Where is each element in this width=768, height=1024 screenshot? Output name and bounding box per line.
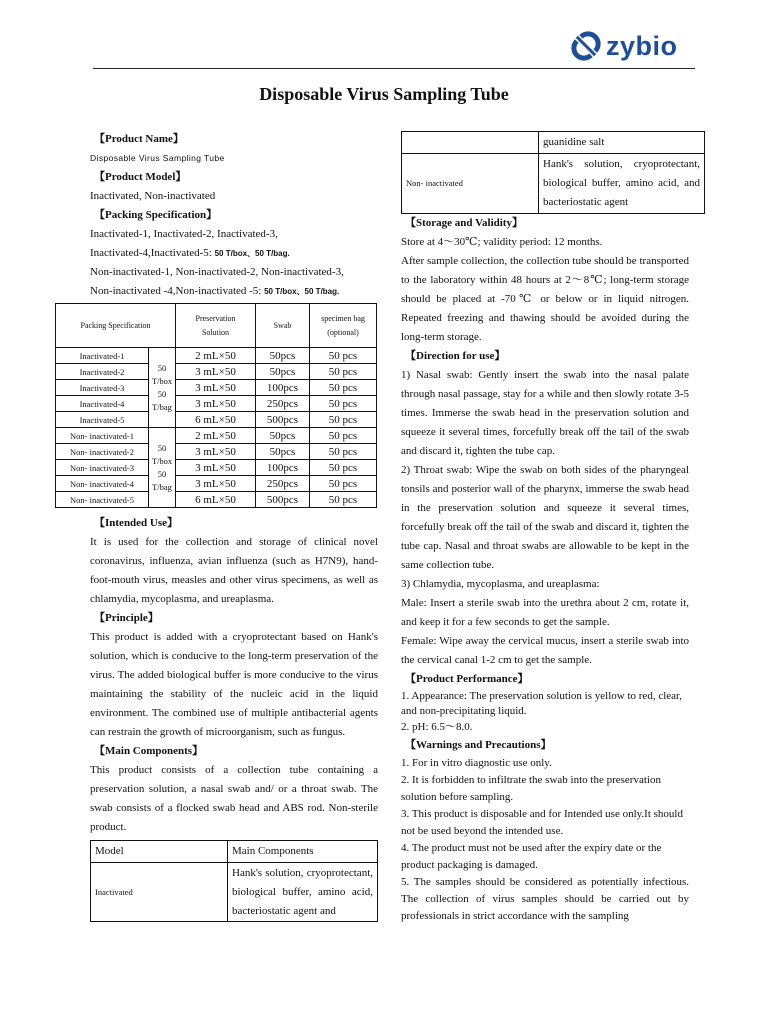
- product-name-heading: 【Product Name】: [94, 133, 184, 145]
- bag-count: 50 pcs: [310, 412, 377, 428]
- left-column-lower: [90, 514, 378, 922]
- product-name: Disposable Virus Sampling Tube: [90, 153, 225, 163]
- direction-heading: 【Direction for use】: [405, 350, 506, 362]
- components-header-row: [91, 841, 378, 863]
- header-rule: [93, 68, 695, 69]
- packing-table: [55, 303, 377, 508]
- packing-model: Non- inactivated-1: [56, 428, 149, 444]
- storage-heading: 【Storage and Validity】: [405, 217, 523, 229]
- packing-line-4: [90, 282, 378, 301]
- left-column: [90, 130, 378, 301]
- swab-count: 100pcs: [256, 460, 310, 476]
- performance-heading: 【Product Performance】: [405, 673, 529, 685]
- packing-row: [56, 364, 377, 380]
- right-column: [401, 131, 700, 925]
- components-table-1: [90, 840, 378, 922]
- packing-heading: 【Packing Specification】: [94, 209, 218, 221]
- performance-appearance: 1. Appearance: The preservation solution is yellow to red, clear, and non-precipitating liquid.: [401, 690, 682, 717]
- col-model: Model: [91, 841, 228, 863]
- packing-row: [56, 460, 377, 476]
- preservation-volume: 3 mL×50: [176, 460, 256, 476]
- direction-nasal: 1) Nasal swab: Gently insert the swab into the nasal palate through nasal passage, stay for a while and then slowly rotate 3-5 times. Immerse the swab head in the preservation solution and squeeze it several times, forcefully break off the tail of the swab and discard it, tighten the tube cap.: [401, 369, 689, 457]
- swab-count: 50pcs: [256, 348, 310, 364]
- model-non-inactivated: Non- inactivated: [402, 154, 539, 214]
- packing-model: Inactivated-4: [56, 396, 149, 412]
- packing-model: Non- inactivated-3: [56, 460, 149, 476]
- bag-count: 50 pcs: [310, 460, 377, 476]
- main-components-heading: 【Main Components】: [94, 745, 204, 757]
- model-cell-empty: [402, 132, 539, 154]
- warning-5: 5. The samples should be considered as potentially infectious. The collection of virus samples should be carried out by professionals in strict accordance with the sampling: [401, 876, 689, 922]
- packing-line-4-models: Non-inactivated -4,Non-inactivated -5:: [90, 285, 265, 297]
- bag-count: 50 pcs: [310, 428, 377, 444]
- preservation-volume: 3 mL×50: [176, 476, 256, 492]
- bag-count: 50 pcs: [310, 364, 377, 380]
- packing-model: Inactivated-5: [56, 412, 149, 428]
- packing-model: Non- inactivated-2: [56, 444, 149, 460]
- components-table-2: [401, 131, 705, 214]
- brand-logo: [570, 30, 678, 62]
- preservation-volume: 2 mL×50: [176, 348, 256, 364]
- warning-1: 1. For in vitro diagnostic use only.: [401, 757, 552, 769]
- packing-model: Inactivated-1: [56, 348, 149, 364]
- direction-throat: 2) Throat swab: Wipe the swab on both sides of the pharyngeal tonsils and posterior wall of the pharynx, immerse the swab head in the preservation solution and squeeze it several times, forcefully break off the tail of the swab and discard it, tighten the tube cap. Nasal and throat swabs are allowable to be kept in the same collection tube.: [401, 464, 689, 571]
- product-model-heading: 【Product Model】: [94, 171, 187, 183]
- intended-use-heading: 【Intended Use】: [94, 517, 179, 529]
- col-specimen-bag: specimen bag (optional): [310, 304, 377, 348]
- preservation-volume: 3 mL×50: [176, 380, 256, 396]
- preservation-volume: 3 mL×50: [176, 444, 256, 460]
- packing-line-2-spec: 50 T/box、50 T/bag.: [214, 249, 290, 258]
- swab-count: 50pcs: [256, 364, 310, 380]
- packing-model: Inactivated-2: [56, 364, 149, 380]
- warning-2: 2. It is forbidden to infiltrate the swab into the preservation solution before sampling.: [401, 774, 661, 803]
- col-main-components: Main Components: [228, 841, 378, 863]
- packing-line-2: [90, 244, 378, 263]
- packing-table-header: [56, 304, 377, 348]
- direction-chlamydia: 3) Chlamydia, mycoplasma, and ureaplasma:: [401, 578, 600, 590]
- components-row-non-inactivated: [402, 154, 705, 214]
- inactivated-components-continued: guanidine salt: [539, 132, 705, 154]
- preservation-volume: 3 mL×50: [176, 396, 256, 412]
- bag-count: 50 pcs: [310, 380, 377, 396]
- inactivated-components: Hank's solution, cryoprotectant, biological buffer, amino acid, bacteriostatic agent and: [228, 863, 378, 922]
- main-components-text: This product consists of a collection tube containing a preservation solution, a nasal swab and/ or a throat swab. The swab consists of a flocked swab head and ABS rod. Non-sterile product.: [90, 764, 378, 833]
- packing-group-spec: 50 T/box 50 T/bag: [149, 428, 176, 508]
- preservation-volume: 2 mL×50: [176, 428, 256, 444]
- packing-model: Non- inactivated-5: [56, 492, 149, 508]
- intended-use-text: It is used for the collection and storage of clinical novel coronavirus, influenza, avian influenza (such as H7N9), hand-foot-mouth virus, measles and other virus specimens, as well as chlamydia, mycoplasma, and ureaplasma.: [90, 536, 378, 605]
- packing-row: [56, 380, 377, 396]
- principle-heading: 【Principle】: [94, 612, 159, 624]
- brand-name: zybio: [606, 30, 678, 61]
- preservation-volume: 6 mL×50: [176, 492, 256, 508]
- col-swab: Swab: [256, 304, 310, 348]
- zybio-logo-icon: [570, 30, 602, 62]
- packing-line-2-models: Inactivated-4,Inactivated-5:: [90, 247, 215, 259]
- packing-row: [56, 412, 377, 428]
- direction-male: Male: Insert a sterile swab into the urethra about 2 cm, rotate it, and keep it for a few seconds to get the sample.: [401, 597, 689, 628]
- storage-text-1: Store at 4～30℃; validity period: 12 months.: [401, 236, 603, 248]
- packing-line-1: Inactivated-1, Inactivated-2, Inactivated-3,: [90, 228, 278, 240]
- swab-count: 500pcs: [256, 412, 310, 428]
- non-inactivated-components: Hank's solution, cryoprotectant, biological buffer, amino acid, and bacteriostatic agent: [539, 154, 705, 214]
- direction-female: Female: Wipe away the cervical mucus, insert a sterile swab into the cervical canal 1-2 cm to get the sample.: [401, 635, 689, 666]
- col-preservation-solution: Preservation Solution: [176, 304, 256, 348]
- model-inactivated: Inactivated: [91, 863, 228, 922]
- swab-count: 50pcs: [256, 428, 310, 444]
- packing-row: [56, 428, 377, 444]
- packing-table-body: [56, 348, 377, 508]
- swab-count: 100pcs: [256, 380, 310, 396]
- bag-count: 50 pcs: [310, 348, 377, 364]
- performance-ph: 2. pH: 6.5～8.0.: [401, 721, 473, 733]
- packing-model: Inactivated-3: [56, 380, 149, 396]
- warnings-heading: 【Warnings and Precautions】: [405, 739, 552, 751]
- packing-row: [56, 492, 377, 508]
- packing-line-3: Non-inactivated-1, Non-inactivated-2, Non-inactivated-3,: [90, 266, 344, 278]
- components-row-inactivated: [91, 863, 378, 922]
- document-title: Disposable Virus Sampling Tube: [259, 84, 509, 104]
- swab-count: 50pcs: [256, 444, 310, 460]
- bag-count: 50 pcs: [310, 396, 377, 412]
- packing-row: [56, 348, 377, 364]
- bag-count: 50 pcs: [310, 476, 377, 492]
- packing-row: [56, 396, 377, 412]
- bag-count: 50 pcs: [310, 444, 377, 460]
- packing-model: Non- inactivated-4: [56, 476, 149, 492]
- warning-3: 3. This product is disposable and for Intended use only.It should not be used beyond the intended use.: [401, 808, 683, 837]
- components-row-continued: [402, 132, 705, 154]
- col-packing-spec: Packing Specification: [56, 304, 176, 348]
- bag-count: 50 pcs: [310, 492, 377, 508]
- swab-count: 250pcs: [256, 396, 310, 412]
- right-text: [401, 214, 689, 925]
- packing-row: [56, 444, 377, 460]
- preservation-volume: 6 mL×50: [176, 412, 256, 428]
- packing-row: [56, 476, 377, 492]
- product-model: Inactivated, Non-inactivated: [90, 190, 216, 202]
- packing-group-spec: 50 T/box 50 T/bag: [149, 348, 176, 428]
- preservation-volume: 3 mL×50: [176, 364, 256, 380]
- storage-text-2: After sample collection, the collection tube should be transported to the laboratory within 48 hours at 2～8℃; long-term storage should be placed at -70℃ or below or in liquid nitrogen. Repeated freezing and thawing should be avoided during the long-term storage.: [401, 255, 689, 343]
- swab-count: 250pcs: [256, 476, 310, 492]
- packing-line-4-spec: 50 T/box、50 T/bag.: [264, 287, 340, 296]
- principle-text: This product is added with a cryoprotectant based on Hank's solution, which is conducive to the long-term preservation of the virus. The added biological buffer is more conducive to the virus maintaining the stability of the nucleic acid in the liquid environment. The combined use of multiple antibacterial agents can restrain the growth of microorganism, such as fungus.: [90, 631, 378, 738]
- warning-4: 4. The product must not be used after the expiry date or the product packaging is damaged.: [401, 842, 662, 871]
- swab-count: 500pcs: [256, 492, 310, 508]
